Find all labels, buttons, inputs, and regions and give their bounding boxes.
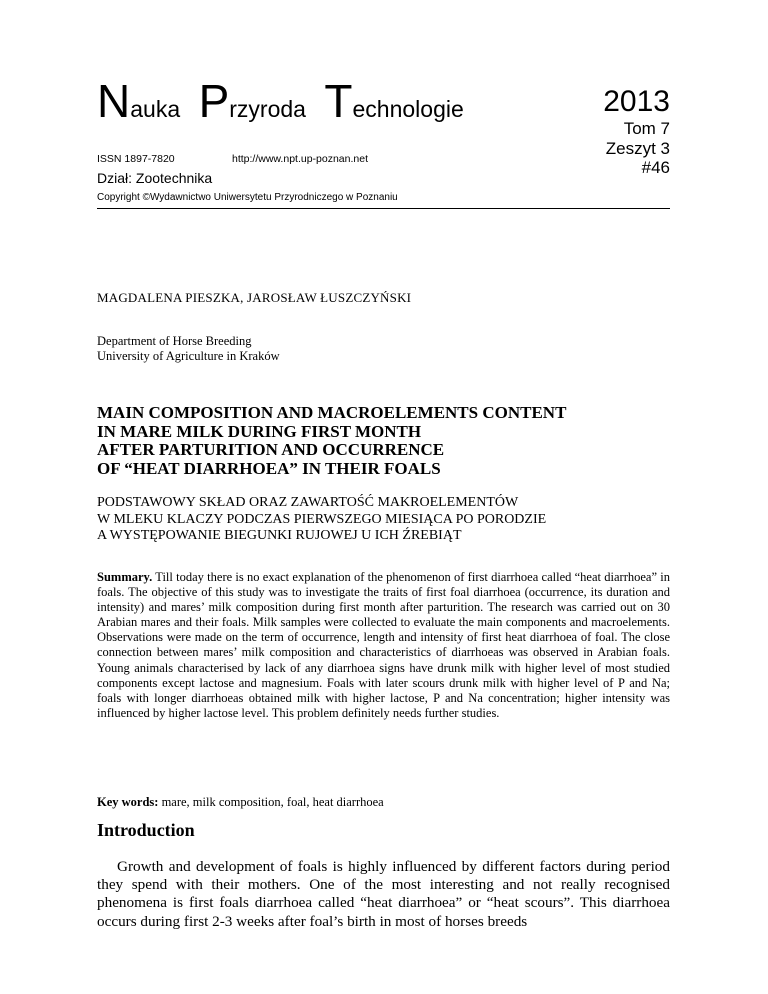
journal-rest: rzyroda xyxy=(229,96,306,122)
summary-text: Till today there is no exact explanation of the phenomenon of first diarrhoea called “heat diarrhoea” in foals. The objective of this study was to investigate the traits of first foal diarrhoea (occurrence, its duration and intensity) and mares’ milk composition during first month after parturition. The research was carried out on 30 Arabian mares and their foals. Milk samples were collected to evaluate the main components and macroelements. Observations were made on the term of occurrence, length and intensity of first heat diarrhoea of foal. The close connection between mares’ milk composition and characteristics of diarrhoeas was observed in Arabian foals. Young animals characterised by lack of any diarrhoea signs have drunk milk with higher level of most studied components except lactose and magnesium. Foals with later scours drunk milk with higher level of P and Na; foals with longer diarrhoeas obtained milk with higher lactose, P and Na concentration; higher intensity was influenced by higher lactose level. This problem definitely needs further studies. xyxy=(97,570,670,720)
authors: MAGDALENA PIESZKA, JAROSŁAW ŁUSZCZYŃSKI xyxy=(97,290,412,305)
summary-paragraph xyxy=(97,570,670,721)
title-polish xyxy=(97,495,546,545)
journal-word-3 xyxy=(324,75,464,127)
title-line: A WYSTĘPOWANIE BIEGUNKI RUJOWEJ U ICH ŹREBIĄT xyxy=(97,528,462,543)
journal-url[interactable]: http://www.npt.up-poznan.net xyxy=(232,153,369,165)
affiliation xyxy=(97,334,280,364)
copyright: Copyright ©Wydawnictwo Uniwersytetu Przyrodniczego w Poznaniu xyxy=(97,192,398,203)
volume: Tom 7 xyxy=(623,119,670,138)
title-line: IN MARE MILK DURING FIRST MONTH xyxy=(97,421,422,441)
journal-rest: auka xyxy=(130,96,181,122)
issue-number: #46 xyxy=(641,158,670,177)
keywords-label: Key words: xyxy=(97,795,159,809)
title-line: W MLEKU KLACZY PODCZAS PIERWSZEGO MIESIĄCA PO PORODZIE xyxy=(97,511,547,527)
journal-cap: P xyxy=(198,75,230,127)
introduction-heading: Introduction xyxy=(97,820,195,840)
keywords-text: mare, milk composition, foal, heat diarrhoea xyxy=(161,795,384,809)
affiliation-department: Department of Horse Breeding xyxy=(97,334,252,348)
journal-cap: T xyxy=(324,75,353,127)
affiliation-university: University of Agriculture in Kraków xyxy=(97,349,280,363)
journal-word-1 xyxy=(97,75,181,127)
journal-rest: echnologie xyxy=(352,96,464,122)
issue: Zeszyt 3 xyxy=(605,138,670,158)
journal-word-2 xyxy=(198,75,306,127)
title-line: AFTER PARTURITION AND OCCURRENCE xyxy=(97,440,445,459)
title-line: PODSTAWOWY SKŁAD ORAZ ZAWARTOŚĆ MAKROELEMENTÓW xyxy=(97,495,519,510)
section-label: Dział: Zootechnika xyxy=(97,170,213,186)
keywords xyxy=(97,795,384,810)
introduction-paragraph: Growth and development of foals is highly influenced by different factors during period they spend with their mothers. One of the most interesting and not really recognised phenomena is first foals diarrhoea called “heat diarrhoea” or “heat scours”. This diarrhoea occurs during first 2-3 weeks after foal’s birth in most of horses breeds xyxy=(97,858,670,930)
journal-cap: N xyxy=(97,75,131,127)
title-line: MAIN COMPOSITION AND MACROELEMENTS CONTENT xyxy=(97,403,567,422)
header-divider xyxy=(97,208,670,209)
title-line: OF “HEAT DIARRHOEA” IN THEIR FOALS xyxy=(97,458,441,478)
issn: ISSN 1897-7820 xyxy=(97,153,175,165)
journal-title xyxy=(97,75,478,127)
summary-label: Summary. xyxy=(97,570,153,584)
year: 2013 xyxy=(603,85,670,118)
title-english xyxy=(97,404,566,478)
volume-info xyxy=(606,119,670,178)
